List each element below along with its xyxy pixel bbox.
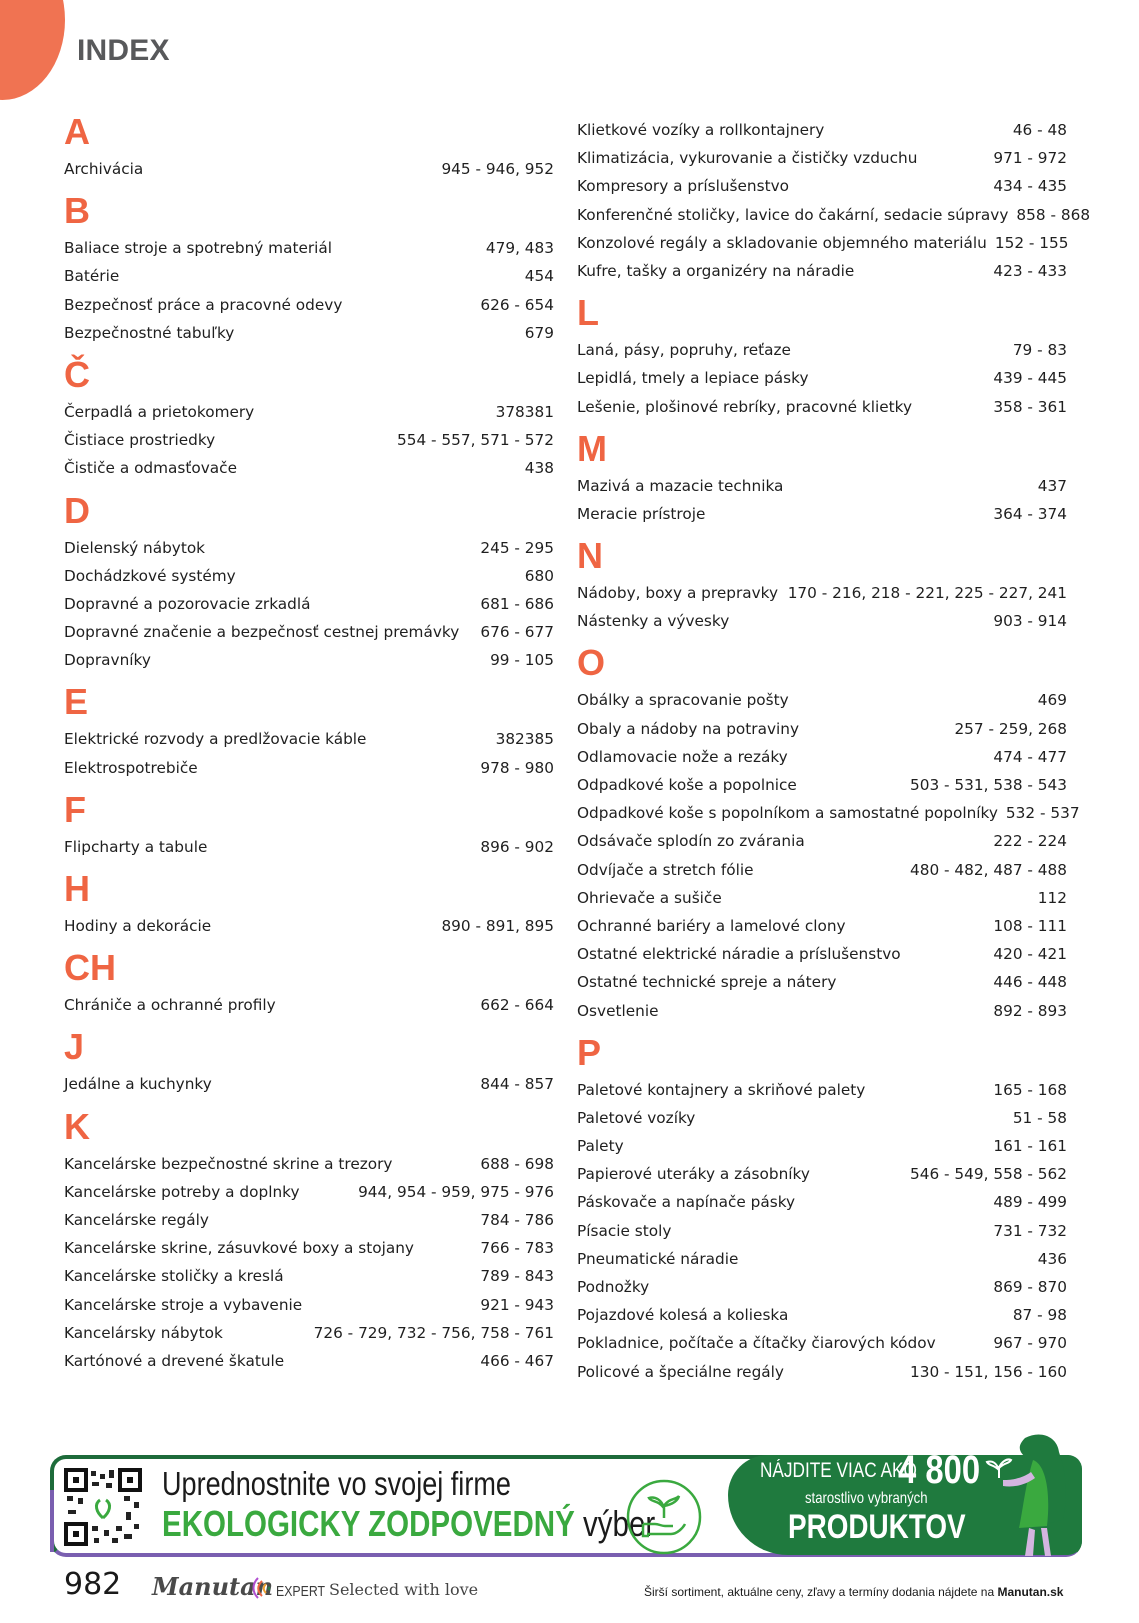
entry-label: Klimatizácia, vykurovanie a čističky vzduchu	[577, 149, 918, 168]
website-link[interactable]: Manutan.sk	[997, 1585, 1064, 1599]
section-letter: E	[64, 681, 89, 723]
index-section	[577, 642, 1080, 1024]
entry-label: Kancelárske regály	[64, 1210, 209, 1229]
entry-label: Čerpadlá a prietokomery	[64, 402, 255, 421]
entry-pages: 921 - 943	[480, 1295, 554, 1314]
entry-pages: 87 - 98	[1012, 1306, 1067, 1325]
entry-label: Dopravné značenie a bezpečnosť cestnej premávky	[64, 623, 460, 642]
index-entry[interactable]	[577, 472, 1067, 500]
entry-label: Mazivá a mazacie technika	[577, 476, 784, 495]
woman-with-plant-illustration	[985, 1430, 1075, 1560]
entry-label: Dielenský nábytok	[64, 538, 206, 557]
entry-pages: 978 - 980	[480, 758, 554, 777]
section-letter: N	[577, 535, 603, 577]
index-entry[interactable]	[64, 590, 554, 618]
section-letter: A	[64, 111, 90, 152]
index-section	[577, 429, 1067, 528]
entry-label: Dochádzkové systémy	[64, 566, 236, 585]
index-section	[64, 682, 554, 781]
index-entry[interactable]	[64, 262, 554, 290]
entry-pages: 971 - 972	[993, 149, 1067, 168]
entry-label: Odsávače splodín zo zvárania	[577, 832, 805, 851]
index-entry[interactable]	[577, 1245, 1067, 1273]
index-entry[interactable]	[64, 1070, 554, 1098]
index-entry[interactable]	[64, 725, 554, 753]
footer-note	[644, 1585, 1063, 1599]
entry-label: Lešenie, plošinové rebríky, pracovné klietky	[577, 397, 913, 416]
index-entry[interactable]	[577, 968, 1067, 996]
banner-panel-subtext: starostlivo vybraných	[805, 1490, 928, 1507]
index-entry[interactable]	[577, 1132, 1067, 1160]
index-entry[interactable]	[64, 1319, 554, 1347]
index-entry[interactable]	[64, 912, 554, 940]
entry-label: Palety	[577, 1137, 624, 1156]
index-section	[64, 1027, 554, 1098]
entry-pages: 554 - 557, 571 - 572	[396, 431, 554, 450]
index-entry[interactable]	[577, 827, 1067, 855]
entry-label: Paletové vozíky	[577, 1108, 696, 1127]
index-section	[577, 116, 1091, 285]
index-section	[64, 1107, 554, 1376]
entry-pages: 896 - 902	[480, 837, 554, 856]
index-entry[interactable]	[64, 398, 554, 426]
entry-label: Kancelárske stroje a vybavenie	[64, 1295, 303, 1314]
index-entry[interactable]	[577, 144, 1067, 172]
entry-label: Páskovače a napínače pásky	[577, 1193, 796, 1212]
entry-label: Konferenčné stoličky, lavice do čakární, sedacie súpravy	[577, 205, 1009, 224]
banner-highlight: EKOLOGICKY ZODPOVEDNÝ	[162, 1503, 575, 1544]
entry-label: Obálky a spracovanie pošty	[577, 691, 789, 710]
index-entry[interactable]	[64, 562, 554, 590]
banner-panel-products: PRODUKTOV	[788, 1508, 966, 1546]
banner-accent	[50, 1490, 54, 1552]
entry-pages: 489 - 499	[993, 1193, 1067, 1212]
index-entry[interactable]	[577, 686, 1067, 714]
index-entry[interactable]	[577, 940, 1067, 968]
entry-pages: 165 - 168	[993, 1080, 1067, 1099]
entry-pages: 532 - 537	[1005, 804, 1080, 823]
entry-label: Osvetlenie	[577, 1001, 659, 1020]
entry-label: Kancelársky nábytok	[64, 1323, 223, 1342]
entry-label: Klietkové vozíky a rollkontajnery	[577, 121, 825, 139]
index-entry[interactable]	[64, 1206, 554, 1234]
index-entry[interactable]	[577, 771, 1067, 799]
entry-label: Archivácia	[64, 160, 144, 178]
index-entry[interactable]	[64, 1234, 554, 1262]
entry-pages: 420 - 421	[993, 945, 1067, 964]
index-entry[interactable]	[64, 1150, 554, 1178]
entry-pages: 844 - 857	[480, 1075, 554, 1094]
entry-pages: 858 - 868	[1016, 205, 1091, 224]
entry-pages: 681 - 686	[480, 594, 554, 613]
entry-label: Odpadkové koše a popolnice	[577, 776, 797, 794]
section-letter: Č	[64, 353, 90, 395]
entry-pages: 108 - 111	[993, 916, 1067, 935]
section-letter: B	[64, 190, 90, 232]
entry-pages: 479, 483	[485, 239, 554, 258]
corner-decoration	[0, 0, 65, 100]
index-entry[interactable]	[577, 884, 1067, 912]
brand-suffix: EXPERT	[276, 1583, 325, 1600]
index-entry[interactable]	[577, 172, 1067, 200]
brand-tagline: Selected with love	[329, 1580, 479, 1599]
entry-pages: 688 - 698	[480, 1154, 554, 1173]
entry-label: Elektrospotrebiče	[64, 758, 198, 777]
entry-pages: 112	[1037, 888, 1067, 907]
index-entry[interactable]	[64, 833, 554, 861]
entry-label: Batérie	[64, 267, 120, 286]
index-entry[interactable]	[64, 1178, 554, 1206]
entry-pages: 439 - 445	[993, 369, 1067, 388]
index-entry[interactable]	[577, 997, 1067, 1025]
entry-label: Podnožky	[577, 1278, 650, 1296]
index-entry[interactable]	[64, 1347, 554, 1375]
index-entry[interactable]	[577, 1104, 1067, 1132]
entry-label: Ohrievače a sušiče	[577, 888, 722, 907]
entry-label: Bezpečnostné tabuľky	[64, 323, 235, 342]
entry-pages: 152 - 155	[994, 233, 1069, 252]
index-entry[interactable]	[577, 715, 1067, 743]
entry-pages: 789 - 843	[480, 1267, 554, 1286]
entry-label: Kancelárske stoličky a kreslá	[64, 1267, 284, 1286]
entry-label: Bezpečnosť práce a pracovné odevy	[64, 295, 343, 314]
entry-pages: 423 - 433	[993, 261, 1067, 280]
entry-pages: 890 - 891, 895	[441, 917, 554, 935]
index-entry[interactable]	[577, 1076, 1067, 1104]
index-entry[interactable]	[64, 454, 554, 482]
entry-label: Odlamovacie nože a rezáky	[577, 747, 788, 766]
entry-label: Písacie stoly	[577, 1221, 672, 1240]
entry-pages: 79 - 83	[1012, 341, 1067, 360]
section-letter: P	[577, 1031, 602, 1073]
entry-pages: 869 - 870	[993, 1278, 1067, 1296]
entry-pages: 434 - 435	[993, 177, 1067, 196]
entry-label: Ostatné elektrické náradie a príslušenstvo	[577, 945, 901, 964]
entry-label: Elektrické rozvody a predlžovacie káble	[64, 730, 367, 749]
brand-arcs-icon	[250, 1576, 272, 1600]
entry-label: Jedálne a kuchynky	[64, 1075, 212, 1094]
entry-label: Nádoby, boxy a prepravky	[577, 584, 779, 603]
index-entry[interactable]	[577, 364, 1067, 392]
entry-pages: 480 - 482, 487 - 488	[909, 860, 1067, 879]
section-letter: J	[64, 1026, 85, 1068]
index-entry[interactable]	[577, 1329, 1067, 1357]
entry-pages: 130 - 151, 156 - 160	[909, 1362, 1067, 1381]
entry-pages: 454	[524, 267, 554, 286]
entry-label: Nástenky a vývesky	[577, 612, 730, 631]
entry-pages: 51 - 58	[1012, 1108, 1067, 1127]
entry-pages: 680	[524, 566, 554, 585]
entry-pages: 967 - 970	[993, 1334, 1067, 1353]
entry-pages: 676 - 677	[480, 623, 554, 642]
index-entry[interactable]	[64, 319, 554, 347]
entry-label: Dopravné a pozorovacie zrkadlá	[64, 594, 311, 613]
entry-label: Ochranné bariéry a lamelové clony	[577, 916, 846, 935]
index-entry[interactable]	[577, 1217, 1067, 1245]
entry-pages: 438	[524, 459, 554, 478]
index-column-right	[577, 116, 1091, 1386]
entry-pages: 945 - 946, 952	[441, 160, 554, 178]
entry-label: Kancelárske skrine, zásuvkové boxy a stojany	[64, 1239, 414, 1258]
entry-pages: 892 - 893	[993, 1001, 1067, 1020]
entry-pages: 222 - 224	[993, 832, 1067, 851]
index-section	[64, 869, 554, 940]
index-entry[interactable]	[577, 799, 1080, 827]
footer-note-text: Širší sortiment, aktuálne ceny, zľavy a termíny dodania nájdete na	[644, 1585, 998, 1599]
index-entry[interactable]	[64, 646, 554, 674]
section-letter: CH	[64, 947, 116, 989]
entry-label: Flipcharty a tabule	[64, 837, 208, 856]
banner-panel-text: NÁJDITE VIAC AKO	[760, 1459, 917, 1482]
index-entry[interactable]	[64, 234, 554, 262]
index-entry[interactable]	[577, 229, 1067, 257]
index-entry[interactable]	[577, 500, 1067, 528]
hand-sprout-icon	[625, 1478, 703, 1556]
entry-label: Baliace stroje a spotrebný materiál	[64, 239, 333, 258]
entry-label: Pneumatické náradie	[577, 1249, 739, 1268]
entry-label: Chrániče a ochranné profily	[64, 996, 276, 1015]
entry-label: Policové a špeciálne regály	[577, 1362, 784, 1381]
section-letter: L	[577, 292, 599, 334]
index-section	[577, 1033, 1067, 1386]
entry-label: Paletové kontajnery a skriňové palety	[577, 1080, 866, 1099]
entry-label: Lepidlá, tmely a lepiace pásky	[577, 369, 809, 388]
entry-pages: 731 - 732	[993, 1221, 1067, 1240]
entry-label: Kufre, tašky a organizéry na náradie	[577, 261, 855, 280]
entry-label: Pojazdové kolesá a kolieska	[577, 1306, 789, 1325]
entry-label: Laná, pásy, popruhy, reťaze	[577, 341, 791, 360]
entry-pages: 257 - 259, 268	[954, 719, 1067, 738]
index-entry[interactable]	[577, 579, 1067, 607]
entry-label: Pokladnice, počítače a čítačky čiarových kódov	[577, 1334, 936, 1353]
entry-pages: 170 - 216, 218 - 221, 225 - 227, 241	[787, 584, 1067, 603]
index-entry[interactable]	[64, 618, 554, 646]
entry-label: Hodiny a dekorácie	[64, 917, 212, 935]
index-entry[interactable]	[577, 1301, 1067, 1329]
section-letter: K	[64, 1105, 90, 1147]
section-letter: F	[64, 788, 86, 830]
index-entry[interactable]	[577, 116, 1067, 144]
entry-label: Dopravníky	[64, 651, 151, 670]
entry-label: Čistiace prostriedky	[64, 431, 216, 450]
entry-pages: 784 - 786	[480, 1210, 554, 1229]
entry-label: Kancelárske potreby a doplnky	[64, 1182, 300, 1201]
index-section	[64, 948, 554, 1019]
entry-pages: 378381	[495, 402, 554, 421]
index-entry[interactable]	[577, 393, 1067, 421]
entry-pages: 944, 954 - 959, 975 - 976	[358, 1182, 554, 1201]
index-entry[interactable]	[577, 1160, 1067, 1188]
section-letter: D	[64, 489, 90, 531]
entry-label: Papierové uteráky a zásobníky	[577, 1165, 810, 1184]
entry-pages: 46 - 48	[1012, 121, 1067, 139]
index-section	[577, 293, 1067, 421]
entry-label: Odvíjače a stretch fólie	[577, 860, 754, 879]
index-section	[64, 790, 554, 861]
index-entry[interactable]	[577, 912, 1067, 940]
entry-pages: 99 - 105	[490, 651, 554, 670]
index-entry[interactable]	[64, 754, 554, 782]
entry-pages: 903 - 914	[993, 612, 1067, 631]
entry-pages: 469	[1037, 691, 1067, 710]
index-entry[interactable]	[577, 1188, 1067, 1216]
brand-logo[interactable]: Manutan	[152, 1572, 274, 1601]
index-entry[interactable]	[577, 201, 1091, 229]
section-letter: M	[577, 427, 607, 469]
banner-tail: výber	[583, 1503, 656, 1544]
entry-pages: 436	[1037, 1249, 1067, 1268]
index-entry[interactable]	[64, 991, 554, 1019]
index-entry[interactable]	[64, 1291, 554, 1319]
entry-label: Meracie prístroje	[577, 504, 706, 523]
entry-pages: 474 - 477	[993, 747, 1067, 766]
entry-pages: 245 - 295	[480, 538, 554, 557]
index-entry[interactable]	[64, 291, 554, 319]
entry-pages: 437	[1037, 476, 1067, 495]
entry-pages: 546 - 549, 558 - 562	[909, 1165, 1067, 1184]
section-letter: O	[577, 642, 606, 684]
page-title: INDEX	[77, 34, 170, 67]
entry-pages: 364 - 374	[993, 504, 1067, 523]
entry-label: Ostatné technické spreje a nátery	[577, 973, 837, 992]
entry-pages: 466 - 467	[480, 1351, 554, 1370]
entry-label: Čističe a odmasťovače	[64, 459, 237, 478]
qr-code-icon[interactable]	[64, 1468, 142, 1546]
banner-panel-count: 4 800	[898, 1448, 981, 1492]
index-entry[interactable]	[577, 1358, 1067, 1386]
index-entry[interactable]	[577, 743, 1067, 771]
index-entry[interactable]	[64, 1262, 554, 1290]
banner-headline: Uprednostnite vo svojej firme	[162, 1465, 511, 1502]
entry-label: Konzolové regály a skladovanie objemného materiálu	[577, 233, 987, 252]
entry-pages: 161 - 161	[993, 1137, 1067, 1156]
index-entry[interactable]	[577, 607, 1067, 635]
entry-pages: 766 - 783	[480, 1239, 554, 1258]
section-letter: H	[64, 868, 90, 909]
entry-pages: 382385	[495, 730, 554, 749]
index-section	[64, 112, 554, 183]
entry-pages: 626 - 654	[480, 295, 554, 314]
index-column-left	[64, 112, 554, 1375]
page-number: 982	[64, 1567, 122, 1602]
index-section	[577, 536, 1067, 635]
entry-label: Odpadkové koše s popolníkom a samostatné popolníky	[577, 804, 998, 823]
entry-pages: 726 - 729, 732 - 756, 758 - 761	[313, 1323, 554, 1342]
entry-pages: 358 - 361	[993, 397, 1067, 416]
index-entry[interactable]	[64, 155, 554, 183]
index-entry[interactable]	[64, 426, 554, 454]
index-entry[interactable]	[577, 336, 1067, 364]
index-entry[interactable]	[577, 856, 1067, 884]
index-entry[interactable]	[64, 534, 554, 562]
entry-label: Kartónové a drevené škatule	[64, 1351, 285, 1370]
index-section	[64, 355, 554, 483]
entry-pages: 503 - 531, 538 - 543	[909, 776, 1067, 794]
entry-pages: 662 - 664	[480, 996, 554, 1015]
entry-pages: 679	[524, 323, 554, 342]
index-entry[interactable]	[577, 257, 1067, 285]
entry-pages: 446 - 448	[993, 973, 1067, 992]
index-section	[64, 191, 554, 347]
index-entry[interactable]	[577, 1273, 1067, 1301]
entry-label: Kompresory a príslušenstvo	[577, 177, 789, 196]
entry-label: Kancelárske bezpečnostné skrine a trezory	[64, 1154, 393, 1173]
entry-label: Obaly a nádoby na potraviny	[577, 719, 799, 738]
index-section	[64, 491, 554, 675]
banner-subheadline	[162, 1503, 655, 1545]
